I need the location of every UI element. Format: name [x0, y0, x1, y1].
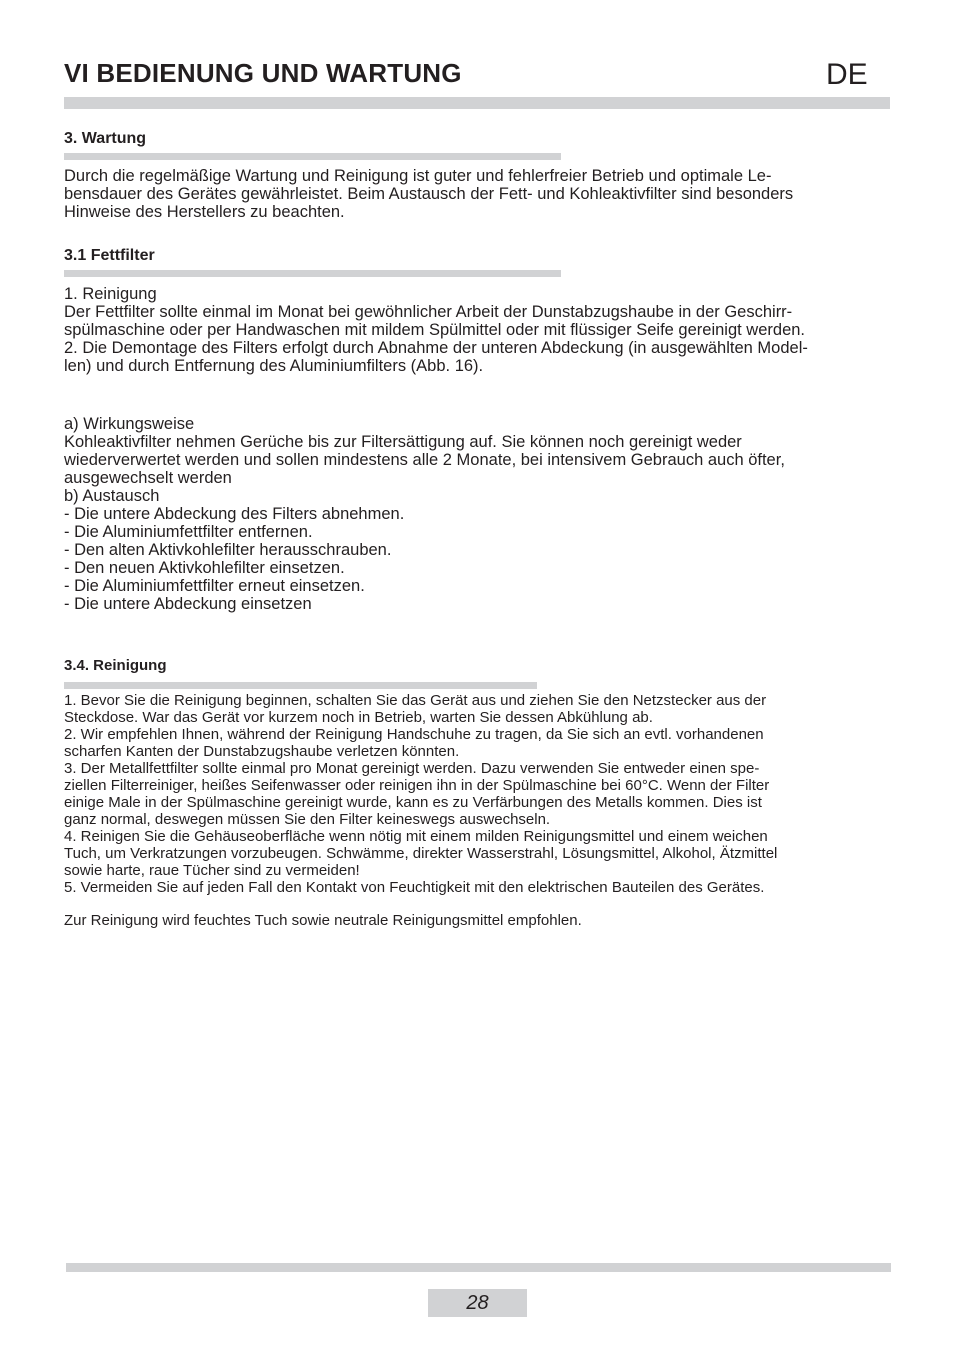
reinigung-note: Zur Reinigung wird feuchtes Tuch sowie neutrale Reinigungsmittel empfohlen.	[64, 912, 582, 929]
kohlefilter-text: a) Wirkungsweise Kohleaktivfilter nehmen Gerüche bis zur Filtersättigung auf. Sie können noch gereinigt weder wiederverwertet werden und sollen mindestens alle 2 Monate, bei intensivem Gebrauch auch öfter, ausgewechselt werden b) Austausch - Die untere Abdeckung des Filters abnehmen. - Die Aluminiumfettfilter entfernen. - Den alten Aktivkohlefilter herausschrauben. - Den neuen Aktivkohlefilter einsetzen. - Die Aluminiumfettfilter erneut einsetzen. - Die untere Abdeckung einsetzen	[64, 415, 785, 613]
heading-reinigung: 3.4. Reinigung	[64, 657, 167, 674]
header-rule	[64, 97, 890, 109]
heading-wartung: 3. Wartung	[64, 130, 147, 147]
heading-fettfilter: 3.1 Fettfilter	[64, 247, 155, 264]
reinigung-text: 1. Bevor Sie die Reinigung beginnen, schalten Sie das Gerät aus und ziehen Sie den Netzstecker aus der Steckdose. War das Gerät vor kurzem noch in Betrieb, warten Sie dessen Abkühlung ab. 2. Wir empfehlen Ihnen, während der Reinigung Handschuhe zu tragen, da Sie sich an evtl. vorhandenen scharfen Kanten der Dunstabzugshaube verletzen könnten. 3. Der Metallfettfilter sollte einmal pro Monat gereinigt werden. Dazu verwenden Sie entweder einen spe- ziellen Filterreiniger, heißes Seifenwasser oder reinigen ihn in der Spülmaschine bei 60°C. Wenn der Filter einige Male in der Spülmaschine gereinigt wurde, kann es zu Verfärbungen des Metalls kommen. Dies ist ganz normal, deswegen müssen Sie den Filter keineswegs auswechseln. 4. Reinigen Sie die Gehäuseoberfläche wenn nötig mit einem milden Reinigungsmittel und einem weichen Tuch, um Verkratzungen vorzubeugen. Schwämme, direkter Wasserstrahl, Lösungsmittel, Alkohol, Ätzmittel sowie harte, raue Tücher sind zu vermeiden! 5. Vermeiden Sie auf jeden Fall den Kontakt von Feuchtigkeit mit den elektrischen Bauteilen des Gerätes.	[64, 692, 778, 896]
page-title: VI BEDIENUNG UND WARTUNG	[64, 58, 462, 88]
heading-underline	[64, 682, 537, 689]
fettfilter-text: 1. Reinigung Der Fettfilter sollte einmal im Monat bei gewöhnlicher Arbeit der Dunstabzugshaube in der Geschirr- spülmaschine oder per Handwaschen mit mildem Spülmittel oder mit flüssiger Seife gereinigt werden. 2. Die Demontage des Filters erfolgt durch Abnahme der unteren Abdeckung (in ausgewählten Model- len) und durch Entfernung des Aluminiumfilters (Abb. 16).	[64, 285, 808, 375]
heading-underline	[64, 270, 561, 277]
page-number: 28	[428, 1289, 527, 1317]
footer-rule	[66, 1263, 891, 1272]
wartung-text: Durch die regelmäßige Wartung und Reinigung ist guter und fehlerfreier Betrieb und optimale Le- bensdauer des Gerätes gewährleistet. Beim Austausch der Fett- und Kohleaktivfilter sind besonders Hinweise des Herstellers zu beachten.	[64, 167, 794, 221]
heading-underline	[64, 153, 561, 160]
language-code: DE	[826, 58, 868, 91]
